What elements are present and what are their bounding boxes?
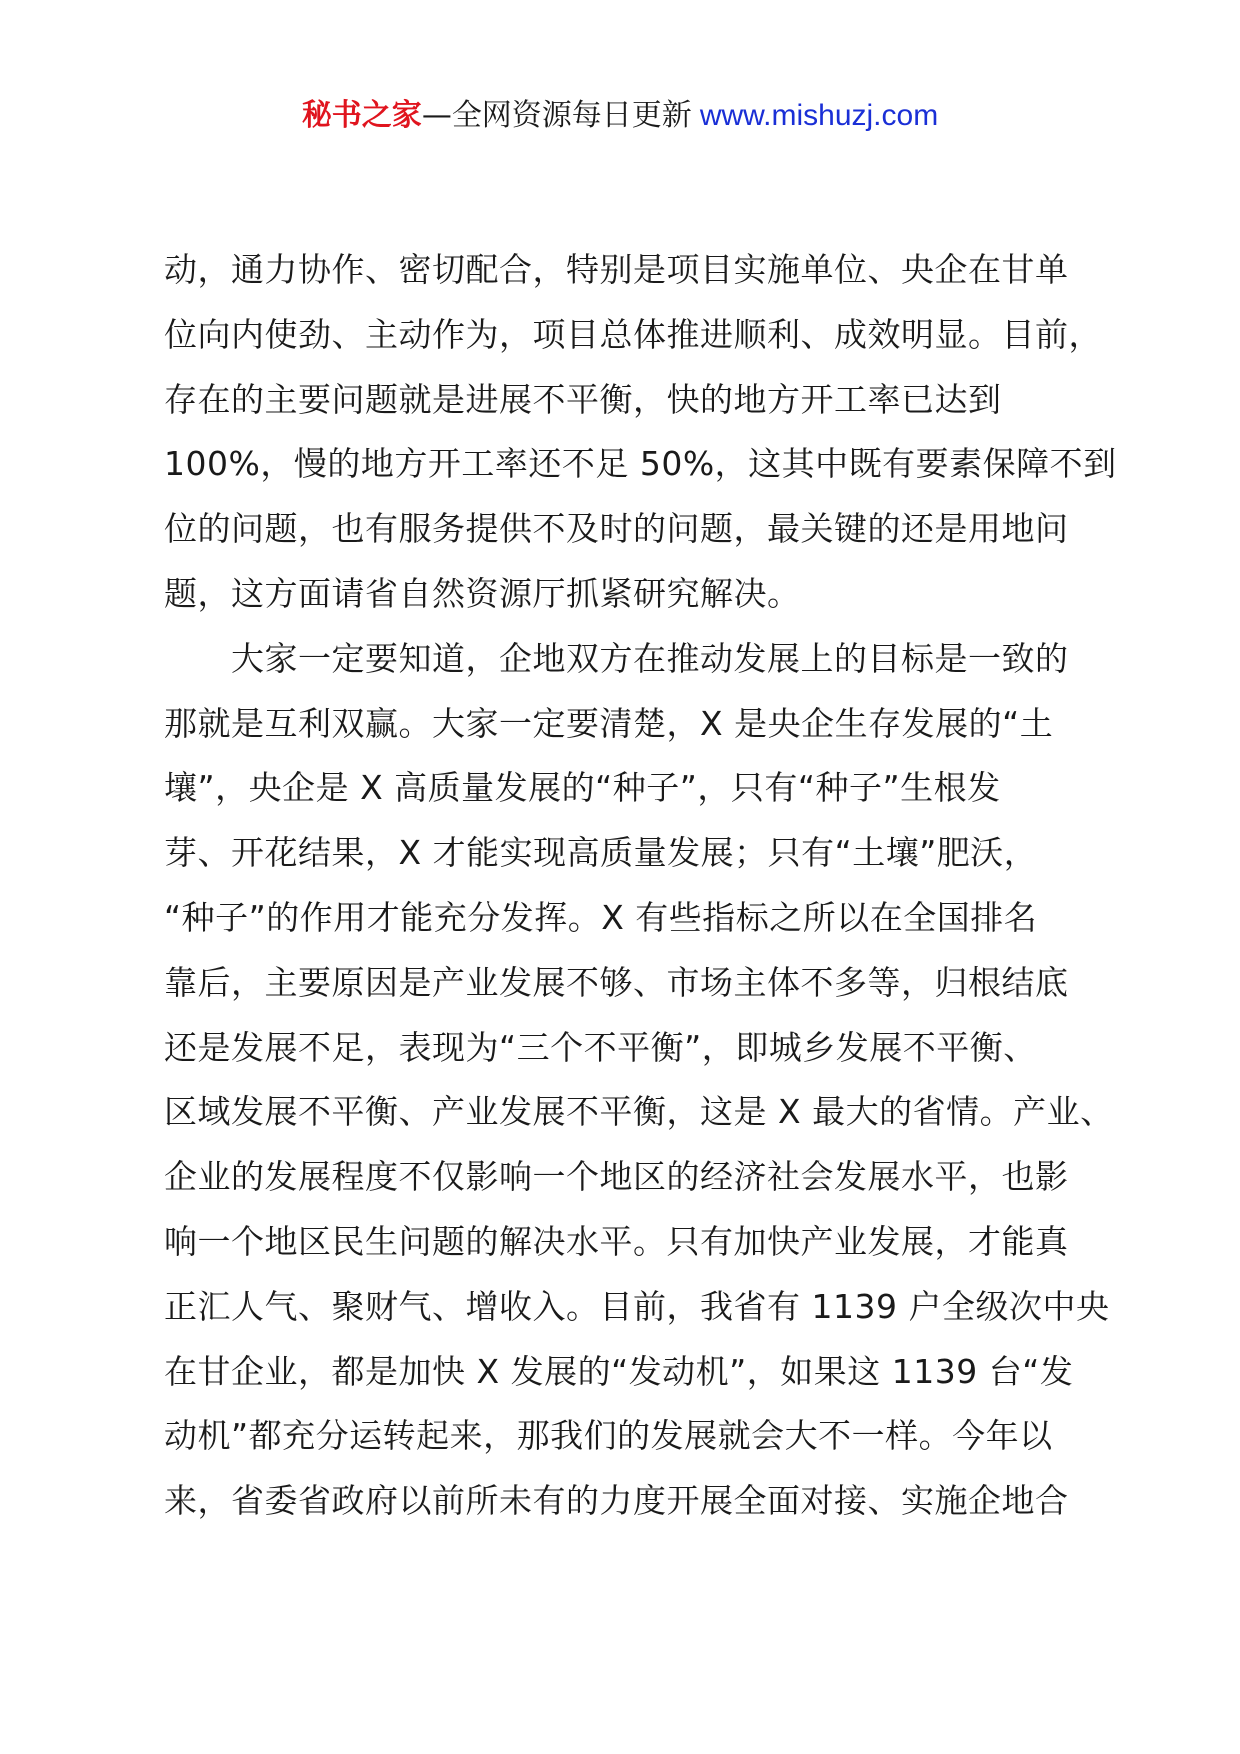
text-line: 芽、开花结果，X 才能实现高质量发展；只有“土壤”肥沃， — [164, 833, 1038, 873]
text-line: 壤”，央企是 X 高质量发展的“种子”，只有“种子”生根发 — [164, 768, 1001, 808]
site-url[interactable]: www.mishuzj.com — [699, 99, 939, 132]
text-line: 位的问题，也有服务提供不及时的问题，最关键的还是用地问 — [164, 509, 1069, 549]
text-line: 在甘企业，都是加快 X 发展的“发动机”，如果这 1139 台“发 — [164, 1351, 1074, 1391]
text-line: 那就是互利双赢。大家一定要清楚，X 是央企生存发展的“土 — [164, 703, 1054, 743]
text-line: 区域发展不平衡、产业发展不平衡，这是 X 最大的省情。产业、 — [164, 1092, 1114, 1132]
text-line: “种子”的作用才能充分发挥。X 有些指标之所以在全国排名 — [164, 897, 1038, 937]
text-line: 来，省委省政府以前所未有的力度开展全面对接、实施企地合 — [164, 1481, 1069, 1521]
text-line: 企业的发展程度不仅影响一个地区的经济社会发展水平，也影 — [164, 1157, 1069, 1197]
site-header — [0, 96, 1240, 136]
text-line: 100%，慢的地方开工率还不足 50%，这其中既有要素保障不到 — [164, 444, 1117, 484]
text-line: 位向内使劲、主动作为，项目总体推进顺利、成效明显。目前， — [164, 314, 1102, 354]
site-tagline: —全网资源每日更新 — [421, 98, 692, 133]
document-body — [164, 238, 1117, 1534]
text-line: 动，通力协作、密切配合，特别是项目实施单位、央企在甘单 — [164, 250, 1069, 289]
text-line: 存在的主要问题就是进展不平衡，快的地方开工率已达到 — [164, 379, 1002, 419]
text-line: 还是发展不足，表现为“三个不平衡”，即城乡发展不平衡、 — [164, 1027, 1037, 1067]
text-line: 题，这方面请省自然资源厅抓紧研究解决。 — [164, 573, 801, 613]
text-line: 动机”都充分运转起来，那我们的发展就会大不一样。今年以 — [164, 1416, 1053, 1456]
text-line: 正汇人气、聚财气、增收入。目前，我省有 1139 户全级次中央 — [164, 1286, 1110, 1326]
text-line: 响一个地区民生问题的解决水平。只有加快产业发展，才能真 — [164, 1221, 1069, 1261]
text-line: 大家一定要知道，企地双方在推动发展上的目标是一致的 — [164, 638, 1069, 678]
site-brand: 秘书之家 — [301, 98, 422, 133]
text-line: 靠后，主要原因是产业发展不够、市场主体不多等，归根结底 — [164, 962, 1069, 1002]
